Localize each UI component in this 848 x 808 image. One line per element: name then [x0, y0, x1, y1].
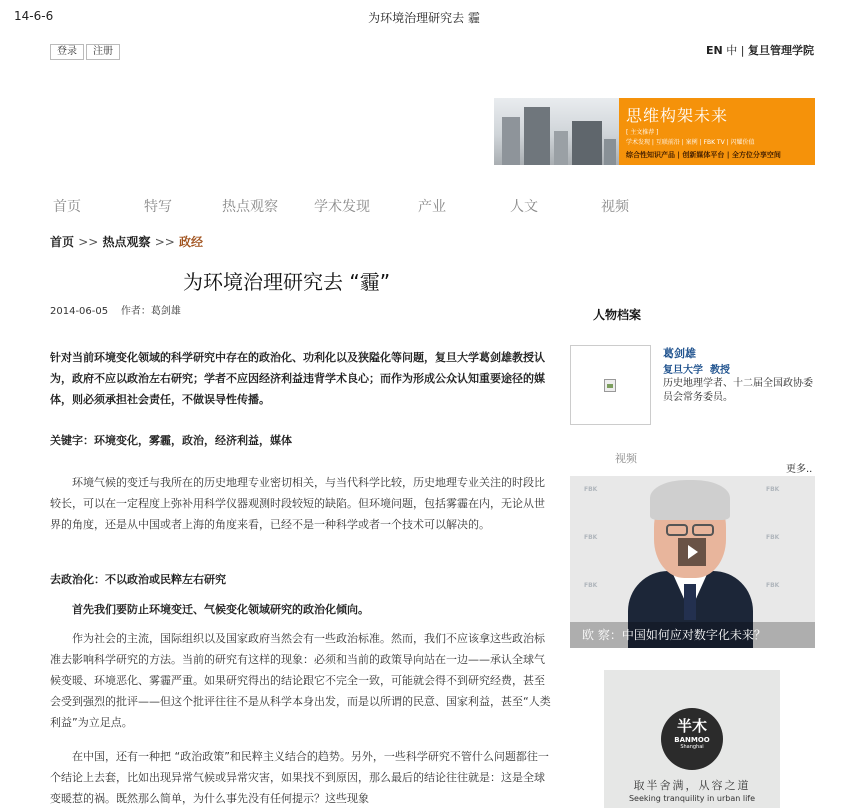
glasses-left-lens — [666, 524, 688, 536]
ad-slogan-en: Seeking tranquility in urban life — [628, 794, 756, 803]
breadcrumb — [50, 233, 203, 250]
lang-en-link[interactable]: EN — [706, 44, 723, 57]
article-author: 葛剑雄 — [150, 306, 181, 317]
nav-humanities[interactable]: 人文 — [510, 199, 538, 215]
article-paragraph: 环境气候的变迁与我所在的历史地理专业密切相关，与当代科学比较，历史地理专业关注的时段比较长，可以在一定程度上弥补用科学仪器观测时段较短的缺陷。但环境问题，包括雾霾在内，无论从世界的角度，还是从中国或者上海的角度来看，已经不是一种科学或者一个技术可以解决的。 — [50, 476, 545, 531]
article-date: 2014-06-05 — [50, 306, 109, 317]
backdrop-logo-text: FBK — [766, 486, 780, 493]
banner-line-1: [ 主文推荐 ] — [626, 129, 659, 136]
backdrop-logo-text: FBK — [584, 582, 598, 589]
lang-separator: | — [740, 44, 745, 57]
nav-industry[interactable]: 产业 — [418, 199, 446, 215]
site-name-link[interactable]: 复旦管理学院 — [748, 44, 814, 57]
profile-affiliation — [663, 361, 730, 376]
lang-zh-link[interactable]: 中 — [726, 44, 738, 57]
nav-hot-topics[interactable]: 热点观察 — [222, 199, 278, 215]
article-keywords: 关键字：环境变化，雾霾，政治，经济利益，媒体 — [50, 434, 292, 447]
profile-heading: 人物档案 — [593, 308, 642, 322]
play-icon[interactable] — [678, 538, 706, 566]
breadcrumb-separator: >> — [154, 235, 175, 249]
article-meta — [50, 302, 181, 317]
profile-description: 历史地理学者、十二届全国政协委员会常务委员。 — [663, 378, 813, 403]
ad-slogan: 取半舍满，从容之道 — [633, 779, 751, 792]
banner-line-2: 学术发现 | 互联前沿 | 案例 | FBK TV | 闪耀价值 — [626, 139, 755, 146]
article-abstract: 针对当前环境变化领域的科学研究中存在的政治化、功利化以及狭隘化等问题，复旦大学葛剑雄教授认为，政府不应以政治左右研究；学者不应因经济利益违背学术良心；而作为形成公众认知重要途径的媒体，则必须承担社会责任，不做误导性传播。 — [50, 351, 545, 406]
profile-name[interactable]: 葛剑雄 — [663, 347, 696, 360]
nav-home[interactable]: 首页 — [53, 199, 81, 215]
banner-building-photo — [494, 98, 619, 165]
print-date: 14-6-6 — [14, 9, 54, 23]
author-label: 作者： — [120, 306, 151, 317]
video-caption[interactable]: 欧 察：中国如何应对数字化未来？ — [570, 622, 815, 648]
language-switch — [706, 42, 814, 58]
nav-video[interactable]: 视频 — [601, 199, 629, 215]
breadcrumb-section[interactable]: 热点观察 — [102, 235, 151, 249]
article-paragraph: 首先我们要防止环境变迁、气候变化领域研究的政治化倾向。 — [72, 603, 369, 616]
banner-title: 思维构架未来 — [626, 106, 729, 125]
article-subheading: 去政治化：不以政治或民粹左右研究 — [50, 573, 226, 586]
backdrop-logo-text: FBK — [766, 534, 780, 541]
backdrop-logo-text: FBK — [766, 582, 780, 589]
video-label: 视频 — [615, 452, 637, 465]
article-paragraph: 作为社会的主流，国际组织以及国家政府当然会有一些政治标准。然而，我们不应该拿这些政治标准去影响科学研究的方法。当前的研究有这样的现象：必须和当前的政策导向站在一边——承认全球气候变暖、环境恶化、雾霾严重。如果研究得出的结论跟它不完全一致，可能就会得不到研究经费，甚至会受到强烈的批评——但这个批评往往不是从科学本身出发，而是以所谓的民意、国家利益，甚至“人类利益”为立足点。 — [50, 632, 551, 729]
banmoo-logo — [661, 708, 723, 770]
print-page-title: 为环境治理研究去 霾 — [368, 11, 480, 25]
breadcrumb-separator: >> — [78, 235, 99, 249]
sidebar-ad[interactable] — [604, 670, 780, 808]
banner-ad[interactable] — [494, 98, 815, 165]
video-thumbnail[interactable] — [570, 476, 815, 648]
nav-research[interactable]: 学术发现 — [314, 199, 370, 215]
register-button[interactable]: 注册 — [86, 44, 120, 60]
login-button[interactable]: 登录 — [50, 44, 84, 60]
backdrop-logo-text: FBK — [584, 534, 598, 541]
breadcrumb-home[interactable]: 首页 — [50, 235, 75, 249]
profile-photo[interactable] — [570, 345, 651, 425]
banmoo-logo-en: BANMOO — [674, 736, 710, 744]
speaker-hair — [650, 480, 730, 520]
profile-org: 复旦大学 — [663, 365, 703, 376]
more-link[interactable]: 更多.. — [786, 464, 813, 475]
backdrop-logo-text: FBK — [584, 486, 598, 493]
glasses-right-lens — [692, 524, 714, 536]
nav-feature[interactable]: 特写 — [144, 199, 172, 215]
banmoo-logo-cn: 半木 — [676, 717, 707, 735]
banner-line-3: 综合性知识产品 | 创新媒体平台 | 全方位分享空间 — [626, 151, 781, 159]
broken-image-icon — [604, 379, 616, 392]
breadcrumb-current[interactable]: 政经 — [179, 235, 204, 249]
profile-title: 教授 — [709, 365, 730, 376]
article-paragraph: 在中国，还有一种把 “政治政策”和民粹主义结合的趋势。另外，一些科学研究不管什么问题都往一个结论上去套，比如出现异常气候或异常灾害，如果找不到原因，那么最后的结论往往就是：这是全球变暖惹的祸。既然那么简单，为什么事先没有任何提示？这些现象 — [50, 750, 549, 805]
article-title: 为环境治理研究去 “霾” — [183, 270, 391, 294]
speaker-tie — [684, 584, 696, 620]
banmoo-logo-city: Shanghai — [680, 744, 704, 750]
